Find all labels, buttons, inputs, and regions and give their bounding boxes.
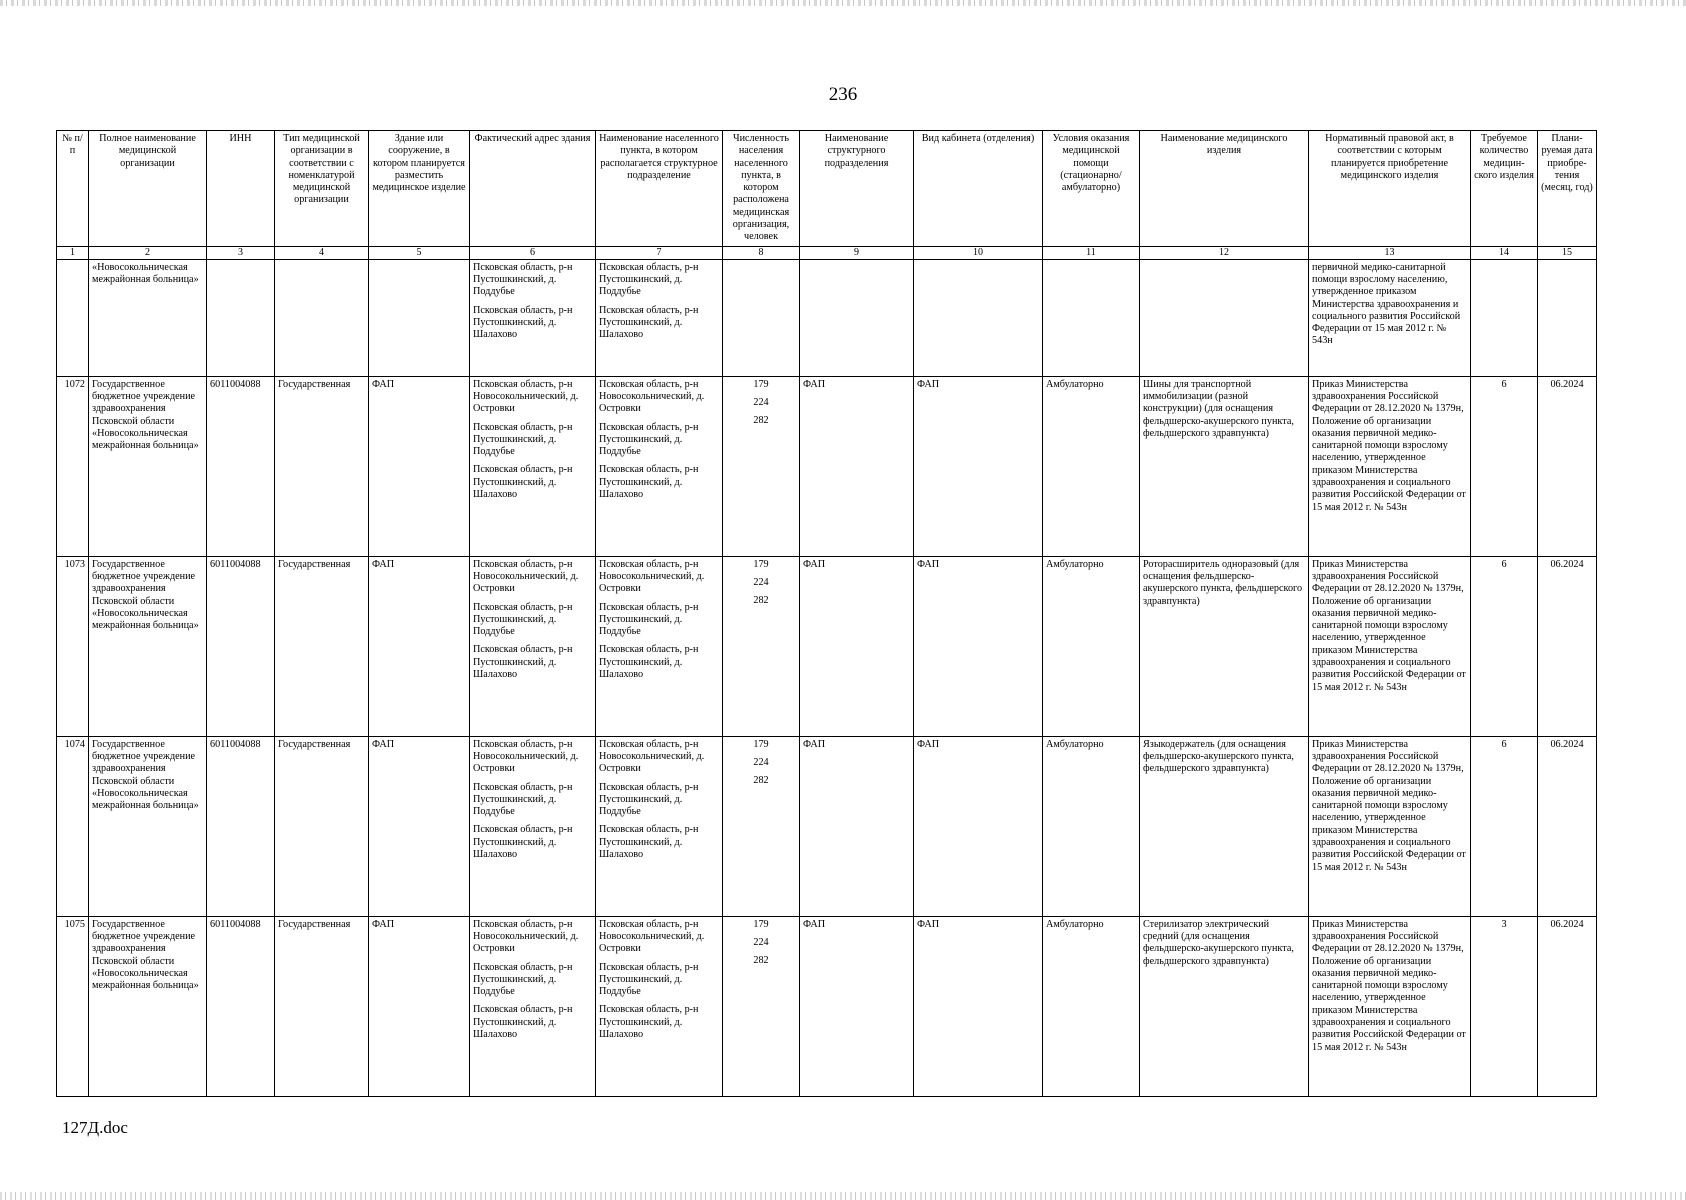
address-item: Псковская область, р-н Пустошкинский, д. Шалахово (473, 644, 573, 681)
org-name-cell: Государственное бюджетное учреждение здравоохранения Псковской области «Новосокольническая межрайонная больница» (89, 556, 207, 736)
quantity-cell: 6 (1471, 556, 1538, 736)
org-name-cell: «Новосокольническая межрайонная больница» (89, 259, 207, 376)
device-cell: Языкодержатель (для оснащения фельдшерско-акушерского пункта, фельдшерского здравпункта) (1140, 736, 1309, 916)
device-cell: Шины для транспортной иммобилизации (разной конструкции) (для оснащения фельдшерско-акушерского пункта, фельдшерского здравпункта) (1140, 376, 1309, 556)
address-cell (470, 916, 596, 1096)
header-cell: Наименование населенного пункта, в котором располагается структурное подразделение (596, 131, 723, 247)
address-item: Псковская область, р-н Новосокольнический, д. Островки (473, 918, 579, 955)
quantity-cell: 6 (1471, 736, 1538, 916)
cabinet-cell: ФАП (914, 376, 1043, 556)
column-number: 15 (1538, 246, 1597, 259)
scan-edge-top (0, 0, 1686, 6)
org-name-cell: Государственное бюджетное учреждение здравоохранения Псковской области «Новосокольническая межрайонная больница» (89, 376, 207, 556)
locality-item: Псковская область, р-н Новосокольнический, д. Островки (599, 738, 705, 775)
population-value: 282 (753, 775, 769, 787)
address-cell (470, 736, 596, 916)
population-cell (723, 259, 800, 376)
org-type-cell: Государственная (275, 916, 369, 1096)
unit-cell (800, 259, 914, 376)
population-cell (723, 916, 800, 1096)
population-value: 282 (753, 415, 769, 427)
column-number: 2 (89, 246, 207, 259)
row-number-cell: 1072 (57, 376, 89, 556)
locality-item: Псковская область, р-н Новосокольнический, д. Островки (599, 918, 705, 955)
address-cell (470, 259, 596, 376)
header-row (57, 131, 1597, 247)
building-cell: ФАП (369, 376, 470, 556)
population-value: 282 (753, 955, 769, 967)
quantity-cell: 3 (1471, 916, 1538, 1096)
org-type-cell (275, 259, 369, 376)
unit-cell: ФАП (800, 916, 914, 1096)
address-item: Псковская область, р-н Пустошкинский, д. Шалахово (473, 1004, 573, 1041)
org-name-cell: Государственное бюджетное учреждение здравоохранения Псковской области «Новосокольническая межрайонная больница» (89, 916, 207, 1096)
header-cell: Нормативный правовой акт, в соответствии с которым планируется приобретение медицинского изделия (1309, 131, 1471, 247)
address-item: Псковская область, р-н Новосокольнический, д. Островки (473, 378, 579, 415)
locality-cell (596, 916, 723, 1096)
table-row (57, 916, 1597, 1096)
locality-item: Псковская область, р-н Пустошкинский, д. Поддубье (599, 421, 699, 458)
address-cell (470, 556, 596, 736)
population-value: 179 (753, 378, 769, 390)
population-value: 224 (753, 756, 769, 768)
legal-act-cell: Приказ Министерства здравоохранения Российской Федерации от 28.12.2020 № 1379н, Положение об организации оказания первичной медико-санитарной помощи взрослому населению, утвержденное приказом Министерства здравоохранения и социального развития Российской Федерации от 15 мая 2012 г. № 543н (1309, 916, 1471, 1096)
population-value: 179 (753, 918, 769, 930)
legal-act-cell: Приказ Министерства здравоохранения Российской Федерации от 28.12.2020 № 1379н, Положение об организации оказания первичной медико-санитарной помощи взрослому населению, утвержденное приказом Министерства здравоохранения и социального развития Российской Федерации от 15 мая 2012 г. № 543н (1309, 376, 1471, 556)
date-cell: 06.2024 (1538, 376, 1597, 556)
row-number-cell (57, 259, 89, 376)
table-row (57, 376, 1597, 556)
file-name-footer: 127Д.doc (62, 1118, 128, 1137)
scan-edge-bottom (0, 1192, 1686, 1200)
cabinet-cell: ФАП (914, 736, 1043, 916)
legal-act-cell: Приказ Министерства здравоохранения Российской Федерации от 28.12.2020 № 1379н, Положение об организации оказания первичной медико-санитарной помощи взрослому населению, утвержденное приказом Министерства здравоохранения и социального развития Российской Федерации от 15 мая 2012 г. № 543н (1309, 556, 1471, 736)
device-cell: Роторасширитель одноразовый (для оснащения фельдшерско-акушерского пункта, фельдшерского здравпункта) (1140, 556, 1309, 736)
table-row-continuation (57, 259, 1597, 376)
column-number-row (57, 246, 1597, 259)
org-type-cell: Государственная (275, 376, 369, 556)
column-number: 12 (1140, 246, 1309, 259)
address-item: Псковская область, р-н Пустошкинский, д. Поддубье (473, 601, 573, 638)
locality-item: Псковская область, р-н Пустошкинский, д. Шалахово (599, 824, 699, 861)
locality-item: Псковская область, р-н Пустошкинский, д. Поддубье (599, 261, 699, 298)
header-cell: Плани-руемая дата приобре-тения (месяц, год) (1538, 131, 1597, 247)
locality-cell (596, 556, 723, 736)
table-row (57, 556, 1597, 736)
device-cell (1140, 259, 1309, 376)
table-row (57, 736, 1597, 916)
header-cell: Наименование медицинского изделия (1140, 131, 1309, 247)
org-type-cell: Государственная (275, 556, 369, 736)
address-cell (470, 376, 596, 556)
org-name-cell: Государственное бюджетное учреждение здравоохранения Псковской области «Новосокольническая межрайонная больница» (89, 736, 207, 916)
locality-item: Псковская область, р-н Пустошкинский, д. Поддубье (599, 781, 699, 818)
page-number: 236 (828, 84, 858, 105)
row-number-cell: 1075 (57, 916, 89, 1096)
unit-cell: ФАП (800, 376, 914, 556)
address-item: Псковская область, р-н Пустошкинский, д. Шалахово (473, 304, 573, 341)
building-cell: ФАП (369, 916, 470, 1096)
column-number: 8 (723, 246, 800, 259)
inn-cell: 6011004088 (207, 376, 275, 556)
population-value: 179 (753, 558, 769, 570)
conditions-cell: Амбулаторно (1043, 556, 1140, 736)
population-cell (723, 376, 800, 556)
inn-cell: 6011004088 (207, 916, 275, 1096)
address-item: Псковская область, р-н Пустошкинский, д. Поддубье (473, 421, 573, 458)
date-cell: 06.2024 (1538, 556, 1597, 736)
address-item: Псковская область, р-н Пустошкинский, д. Шалахово (473, 464, 573, 501)
population-value: 282 (753, 595, 769, 607)
column-number: 3 (207, 246, 275, 259)
column-number: 13 (1309, 246, 1471, 259)
header-cell: Фактический адрес здания (470, 131, 596, 247)
header-cell: Требуемое количество медицин-ского изделия (1471, 131, 1538, 247)
address-item: Псковская область, р-н Пустошкинский, д. Шалахово (473, 824, 573, 861)
column-number: 10 (914, 246, 1043, 259)
conditions-cell (1043, 259, 1140, 376)
inn-cell (207, 259, 275, 376)
locality-item: Псковская область, р-н Пустошкинский, д. Поддубье (599, 601, 699, 638)
header-cell: Тип медицинской организации в соответствии с номенклатурой медицинской организации (275, 131, 369, 247)
legal-act-cell: первичной медико-санитарной помощи взрослому населению, утвержденное приказом Министерства здравоохранения и социального развития Российской Федерации от 15 мая 2012 г. № 543н (1309, 259, 1471, 376)
header-cell: Условия оказания медицинской помощи (стационарно/ амбулаторно) (1043, 131, 1140, 247)
address-item: Псковская область, р-н Пустошкинский, д. Поддубье (473, 781, 573, 818)
address-item: Псковская область, р-н Новосокольнический, д. Островки (473, 558, 579, 595)
inn-cell: 6011004088 (207, 556, 275, 736)
conditions-cell: Амбулаторно (1043, 916, 1140, 1096)
column-number: 1 (57, 246, 89, 259)
locality-item: Псковская область, р-н Пустошкинский, д. Шалахово (599, 464, 699, 501)
cabinet-cell: ФАП (914, 916, 1043, 1096)
column-number: 4 (275, 246, 369, 259)
locality-item: Псковская область, р-н Пустошкинский, д. Поддубье (599, 961, 699, 998)
locality-item: Псковская область, р-н Пустошкинский, д. Шалахово (599, 304, 699, 341)
unit-cell: ФАП (800, 556, 914, 736)
locality-item: Псковская область, р-н Новосокольнический, д. Островки (599, 558, 705, 595)
org-type-cell: Государственная (275, 736, 369, 916)
unit-cell: ФАП (800, 736, 914, 916)
population-value: 224 (753, 396, 769, 408)
locality-item: Псковская область, р-н Пустошкинский, д. Шалахово (599, 644, 699, 681)
building-cell (369, 259, 470, 376)
date-cell: 06.2024 (1538, 916, 1597, 1096)
population-value: 179 (753, 738, 769, 750)
conditions-cell: Амбулаторно (1043, 376, 1140, 556)
address-item: Псковская область, р-н Пустошкинский, д. Поддубье (473, 961, 573, 998)
column-number: 7 (596, 246, 723, 259)
quantity-cell: 6 (1471, 376, 1538, 556)
column-number: 11 (1043, 246, 1140, 259)
conditions-cell: Амбулаторно (1043, 736, 1140, 916)
building-cell: ФАП (369, 736, 470, 916)
header-cell: № п/п (57, 131, 89, 247)
population-cell (723, 736, 800, 916)
population-value: 224 (753, 576, 769, 588)
address-item: Псковская область, р-н Новосокольнический, д. Островки (473, 738, 579, 775)
header-cell: Наименование структурного подразделения (800, 131, 914, 247)
cabinet-cell: ФАП (914, 556, 1043, 736)
address-item: Псковская область, р-н Пустошкинский, д. Поддубье (473, 261, 573, 298)
building-cell: ФАП (369, 556, 470, 736)
header-cell: Здание или сооружение, в котором планируется разместить медицинское изделие (369, 131, 470, 247)
inn-cell: 6011004088 (207, 736, 275, 916)
cabinet-cell (914, 259, 1043, 376)
legal-act-cell: Приказ Министерства здравоохранения Российской Федерации от 28.12.2020 № 1379н, Положение об организации оказания первичной медико-санитарной помощи взрослому населению, утвержденное приказом Министерства здравоохранения и социального развития Российской Федерации от 15 мая 2012 г. № 543н (1309, 736, 1471, 916)
device-cell: Стерилизатор электрический средний (для оснащения фельдшерско-акушерского пункта, фельдшерского здравпункта) (1140, 916, 1309, 1096)
population-value: 224 (753, 936, 769, 948)
header-cell: Вид кабинета (отделения) (914, 131, 1043, 247)
date-cell: 06.2024 (1538, 736, 1597, 916)
equipment-table (56, 130, 1597, 1097)
row-number-cell: 1073 (57, 556, 89, 736)
locality-item: Псковская область, р-н Новосокольнический, д. Островки (599, 378, 705, 415)
column-number: 9 (800, 246, 914, 259)
column-number: 5 (369, 246, 470, 259)
locality-cell (596, 259, 723, 376)
quantity-cell (1471, 259, 1538, 376)
locality-cell (596, 736, 723, 916)
date-cell (1538, 259, 1597, 376)
locality-item: Псковская область, р-н Пустошкинский, д. Шалахово (599, 1004, 699, 1041)
header-cell: Полное наименование медицинской организации (89, 131, 207, 247)
column-number: 6 (470, 246, 596, 259)
header-cell: ИНН (207, 131, 275, 247)
row-number-cell: 1074 (57, 736, 89, 916)
population-cell (723, 556, 800, 736)
locality-cell (596, 376, 723, 556)
column-number: 14 (1471, 246, 1538, 259)
header-cell: Численность населения населенного пункта, в котором расположена медицинская организация, человек (723, 131, 800, 247)
